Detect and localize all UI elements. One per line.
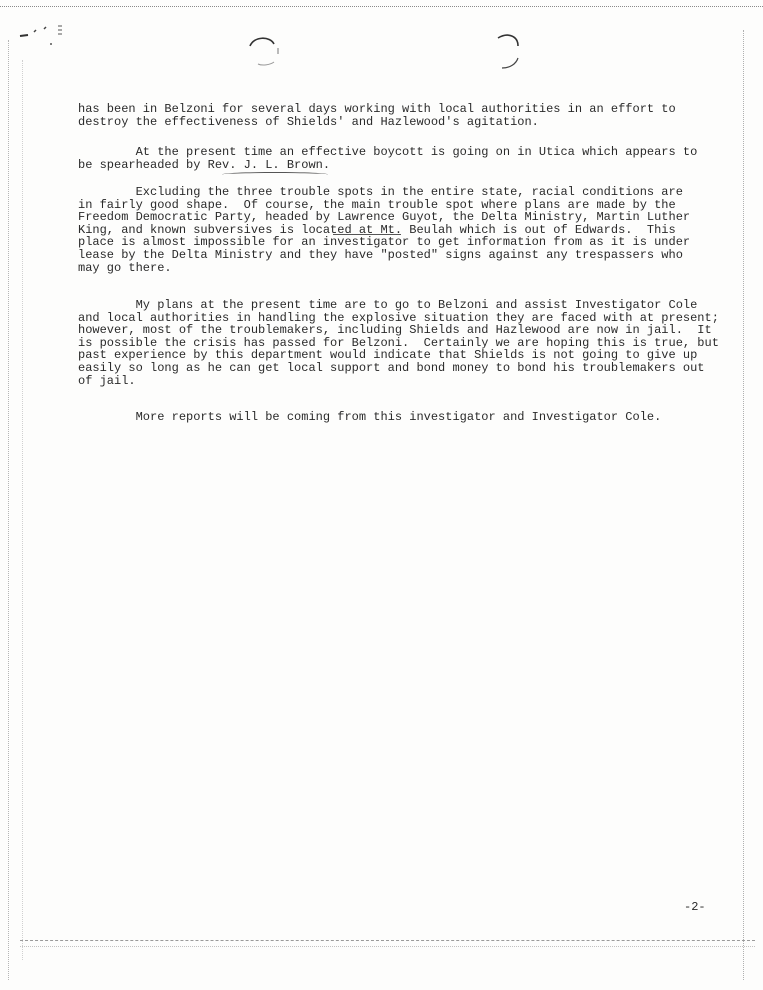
paragraph-line: lease by the Delta Ministry and they have "posted" signs against any trespassers who (78, 247, 683, 262)
paragraph-line: be spearheaded by Rev. J. L. Brown. (78, 157, 331, 172)
paragraph-line: place is almost impossible for an investigator to get information from as it is under (78, 235, 691, 250)
scan-edge-bottom-inner (20, 946, 755, 948)
paragraph-line: and local authorities in handling the explosive situation they are faced with at present; (78, 310, 719, 325)
paragraph-line: may go there. (78, 260, 172, 275)
handwritten-underline (222, 172, 328, 177)
paragraph-3 (78, 186, 690, 274)
paragraph-4 (78, 299, 719, 387)
punch-hole-left-icon (244, 34, 284, 70)
page-number: -2- (684, 900, 706, 914)
corner-scratch-icon (18, 20, 68, 50)
paragraph-line: At the present time an effective boycott is going on in Utica which appears to (78, 145, 698, 159)
scan-edge-left (8, 40, 10, 980)
paragraph-line: past experience by this department would indicate that Shields is not going to give up (78, 348, 698, 363)
paragraph-line: More reports will be coming from this investigator and Investigator Cole. (78, 410, 662, 424)
paragraph-line: is possible the crisis has passed for Belzoni. Certainly we are hoping this is true, but (78, 335, 719, 350)
handwritten-underline (333, 234, 401, 237)
scan-edge-top (0, 0, 763, 7)
paragraph-line: King, and known subversives is located at Mt. Beulah which is out of Edwards. This (78, 222, 676, 237)
scan-edge-right (743, 30, 745, 980)
paragraph-1 (78, 103, 676, 128)
paragraph-line: Freedom Democratic Party, headed by Lawrence Guyot, the Delta Ministry, Martin Luther (78, 210, 691, 225)
paragraph-line: My plans at the present time are to go to Belzoni and assist Investigator Cole (78, 298, 698, 312)
paragraph-line: easily so long as he can get local support and bond money to bond his troublemakers out (78, 360, 705, 375)
paragraph-5 (78, 411, 661, 424)
paragraph-line: however, most of the troublemakers, including Shields and Hazlewood are now in jail. It (78, 323, 712, 338)
paragraph-line: destroy the effectiveness of Shields' and Hazlewood's agitation. (78, 114, 539, 129)
paragraph-line: in fairly good shape. Of course, the main trouble spot where plans are made by the (78, 197, 676, 212)
paragraph-line: Excluding the three trouble spots in the entire state, racial conditions are (78, 185, 683, 199)
paragraph-line: of jail. (78, 373, 136, 388)
paragraph-line: has been in Belzoni for several days working with local authorities in an effort to (78, 102, 676, 116)
scan-edge-bottom (20, 940, 755, 942)
paragraph-2 (78, 146, 697, 171)
scan-edge-left-inner (22, 60, 24, 960)
punch-hole-right-icon (494, 32, 528, 72)
